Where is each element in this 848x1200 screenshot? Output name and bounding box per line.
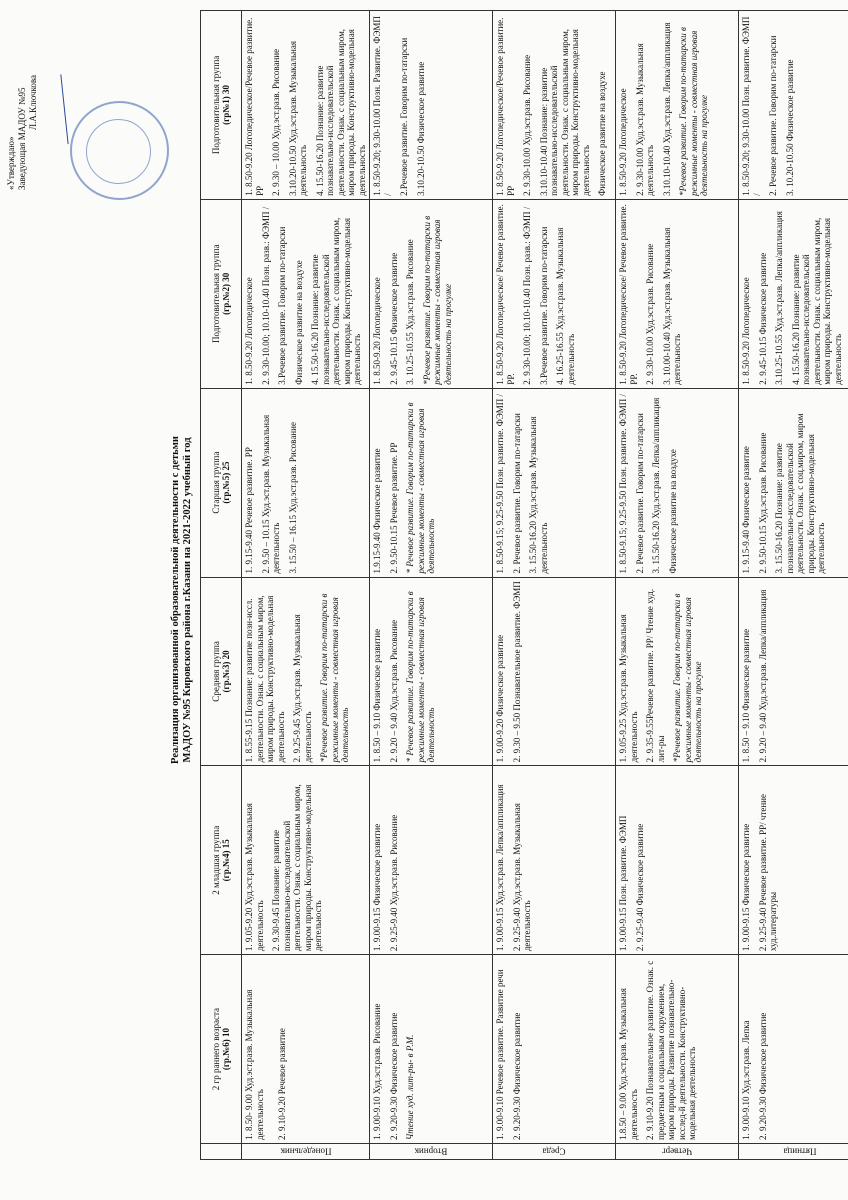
activity-line: 3.10.10-10.40 Худ.эст.разв. Лепка/аппликация [661,22,672,196]
header-group-4: 2 младшая группа (гр.№4) 15 [201,766,242,955]
activity-line: 4. 16.25-16.55 Худ.эст.разв. Музыкальная деятельность [555,227,576,385]
activity-line: 2. 9.20-9.30 Физическое развитие [388,1012,399,1140]
day-label: Среда [542,1146,566,1157]
activity-line: *Речевое развитие. Говорим по-татарски в режимные моменты - совместная игровая деятельность на прогулке [672,593,703,763]
schedule-cell [493,199,616,388]
activity-line: 1. 8.50-9.20 Логопедическое/Речевое развитие. РР [495,17,516,196]
activity-line: 2. 9.45-10.15 Физическое развитие [388,252,399,385]
activity-line: 1. 9.15-9.40 Физическое развитие [741,446,751,574]
activity-line: 2. 9.20 – 9.40 Худ.эст.разв. Рисование [388,619,399,763]
schedule-cell [493,577,616,766]
activity-line: 2. 9.45-10.15 Физическое развитие [757,252,768,385]
schedule-cell [493,11,616,200]
activity-line: 2. 9.50-10.15 Речевое развитие. РР [388,442,399,574]
activity-line: 1. 9.00-9.15 Худ.эст.разв. Лепка/аппликация [495,784,505,952]
table-header-row [201,11,242,1160]
day-label: Пятница [783,1146,817,1157]
approval-signature: Л.А.Ключкова [28,74,38,130]
table-row [616,11,739,1160]
header-group-3: Средняя группа (гр.№3) 20 [201,577,242,766]
schedule-cell [616,388,739,577]
title-line-1: Реализация организованной образовательной деятельности с детьми [170,436,181,764]
activity-line: 1. 8.50-9.15; 9.25-9.50 Позн. развитие. ФЭМП / [618,393,628,574]
schedule-cell [242,11,370,200]
activity-line: 1. 9.00-9.10 Речевое развитие. Развитие речи [495,969,505,1140]
schedule-cell [493,388,616,577]
activity-line: 2. 9.30-10.00 Худ.эст.разв. Рисование [645,243,655,385]
approval-label: «Утверждаю» [6,136,16,190]
schedule-cell [370,199,493,388]
activity-line: 2.Речевое развитие. Говорим по-татарски [399,37,409,196]
activity-line: 1. 8.50-9.15; 9.25-9.50 Позн. развитие. ФЭМП / [495,393,505,574]
schedule-cell [242,577,370,766]
activity-line: 1. 9.00-9.15 Физическое развитие [372,823,382,952]
activity-line: Физическое развитие на воздухе [597,71,607,196]
activity-line: 3. 10.00-10.40 Худ.эст.разв. Музыкальная деятельность [661,227,682,385]
activity-line: 2. 9.20-9.30 Физическое развитие [511,1012,522,1140]
schedule-cell [370,766,493,955]
signature-mark [46,74,68,145]
activity-line: 3.10.10-10.40 Познание: развитие познавательно-исследовательской деятельности. Ознак. с социальным миром, миром природы. Конструктивно-модельная деятельность [538,28,591,196]
activity-line: 1. 9.05-9.25 Худ.эст.разв. Музыкальная деятельность [618,614,639,763]
activity-line: 3. 15.50 – 16.15 Худ.эст.разв. Рисование [287,422,298,574]
activity-line: 2. Речевое развитие. Говорим по-татарски [511,413,522,574]
schedule-cell [739,577,848,766]
activity-line: 2. 9.30-10.00 Худ.эст.разв. Музыкальная деятельность [634,43,655,196]
activity-line: 1. 9.05-9.20 Худ.эст.разв. Музыкальная деятельность [244,803,265,952]
activity-line: * Речевое развитие. Говорим по-татарски в режимные моменты - совместная игровая деятельность [405,591,436,763]
activity-line: 1. 9.00-9.15 Позн. развитие. ФЭМП [618,815,628,952]
schedule-cell [739,766,848,955]
table-row [370,11,493,1160]
activity-line: 2. 9.25-9.40 Худ.эст.разв. Рисование [388,814,399,952]
title-line-2: МАДОУ №95 Кировского района г.Казани на 2021-2022 учебный год [182,437,193,763]
activity-line: 3.Речевое развитие. Говорим по-татарски [538,226,549,385]
day-header [201,1144,242,1160]
activity-line: 1. 8.50-9.20 Логопедическое/ Речевое развитие. РР. [618,204,639,385]
activity-line: 1. 9.00-9.10 Худ.эст.разв. Рисование [372,1003,382,1140]
day-label: Понедельник [280,1146,331,1157]
header-group-2: Подготовительная группа (гр.№2) 30 [201,199,242,388]
activity-line: 2. 9.50-10.15 Худ.эст.разв. Рисование [757,432,768,574]
day-cell [493,1144,616,1160]
activity-line: 3. 15.50-16.20 Худ.эст.разв. Музыкальная деятельность [528,416,549,574]
activity-line: 1. 8.50-9.20 Логопедическое [618,88,628,196]
activity-line: 2. 9.20 – 9.40 Худ.эст.разв. Лепка/аппликация [757,589,768,763]
table-row [242,11,370,1160]
schedule-cell [242,955,370,1144]
activity-line: 1. 9.00-9.20 Физическое развитие [495,634,505,763]
activity-line: 2. 9.10-9.20 Познавательное развитие. Ознак. с предметным и социальным окружением, миром природы. Развитие познавательно-исслед-й деятельности. Конструктивно-модельная деятельность [645,960,697,1140]
activity-line: 2. 9.25-9.40 Физическое развитие [634,823,645,952]
activity-line: 2. 9.30 – 10.00 Худ.эст.разв. Рисование [271,48,281,196]
activity-line: 4. 15.50-16.20 Познание: развитие познавательно-исследовательской деятельности. Ознак. с социальным миром, миром природы. Конструктивно-модельная деятельность [790,217,843,385]
activity-line: 1. 9.00-9.10 Худ.эст.разв. Лепка [741,1020,751,1140]
day-cell [370,1144,493,1160]
activity-line: 4. 15.50-16.20 Познание: развитие познавательно-исследовательской деятельности. Ознак. с социальным миром, миром природы. Конструктивно-модельная деятельность [310,217,362,385]
activity-line: 1. 8.50- 9.00 Худ.эст.разв. Музыкальная деятельность [244,989,265,1140]
schedule-cell [616,766,739,955]
page-title [170,300,194,900]
activity-line: 2. 9.35-9.55Речевое развитие. РР/ Чтение худ. лит-ры [645,588,666,763]
schedule-cell [616,11,739,200]
schedule-cell [739,955,848,1144]
schedule-cell [493,955,616,1144]
activity-line: 3. 10.20-10.50 Физическое развитие [784,59,795,196]
activity-line: 1. 8.50-9.20 Логопедическое [741,277,751,385]
schedule-cell [739,388,848,577]
activity-line: 1. 8.50 – 9.10 Физическое развитие [372,628,382,763]
activity-line: 3. 15.50-16.20 Познание: развитие познавательно-исследовательской деятельности. Ознак. с соц.миром, миром природы. Конструктивно-модельная деятельность [774,413,826,574]
activity-line: *Речевое развитие. Говорим по-татарски в режимные моменты - совместная игровая деятельность [319,593,350,763]
activity-line: * Речевое развитие. Говорим по-татарски в режимные моменты - совместная игровая деятельность [405,402,436,574]
official-seal [70,101,169,200]
activity-line: 2. 9.50 – 10.15 Худ.эст.разв. Музыкальная деятельность [260,414,281,574]
activity-line: *Речевое развитие. Говорим по-татарски в режимные моменты - совместная игровая деятельность на прогулке [678,27,709,196]
approval-head: Заведующая МАДОУ №95 [17,87,27,190]
header-group-6: 2 гр раннего возраста (гр.№6) 10 [201,955,242,1144]
activity-line: 2. 9.25-9.40 Речевое развитие. РР/ чтение худ.литературы [757,794,778,952]
activity-line: *Речевое развитие. Говорим по-татарски в режимные моменты - совместная игровая деятельность на прогулке [421,215,453,385]
schedule-cell [370,577,493,766]
day-cell [242,1144,370,1160]
activity-line: 1. 8.50-9.20; 9.30-10.00 Позн. Развитие. ФЭМП / [372,16,393,196]
activity-line: 2. 9.30-9.45 Познание: развитие познавательно-исследовательской деятельности. Ознак. с социальным миром, миром природы. Конструктивно-модельная деятельность [271,784,323,952]
activity-line: 2. 9.10-9.20 Речевое развитие [277,1028,287,1140]
schedule-cell [739,11,848,200]
header-group-1: Подготовительная группа (гр№1) 30 [201,11,242,200]
activity-line: 3. 10.25-10.55 Худ.эст.разв. Рисование [405,239,415,385]
activity-line: 1. 8.50-9.20 Логопедическое/Речевое развитие. РР [244,17,265,196]
schedule-cell [616,199,739,388]
day-label: Вторник [414,1146,448,1157]
approval-stamp [6,0,39,190]
schedule-cell [739,199,848,388]
schedule-cell [370,11,493,200]
activity-line: Физическое развитие на воздухе [293,260,304,385]
activity-line: 1. 8.55-9.15 Познание: развитие позн-иссл. деятельности. Ознак. с социальным миром, миром природы. Конструктивно-модельная деятельность [244,595,286,763]
activity-line: 1. 9.00-9.15 Физическое развитие [741,823,751,952]
day-cell [739,1144,848,1160]
activity-line: Чтение худ. лит-ры- в Р.М. [405,1034,415,1140]
schedule-table [200,10,848,1160]
activity-line: 3.Речевое развитие. Говорим по-татарски [277,226,287,385]
activity-line: Физическое развитие на воздухе [667,449,678,574]
activity-line: 1. 8.50-9.20; 9.30-10.00 Позн. развитие. ФЭМП / [741,16,762,196]
activity-line: 3.10.25-10.55 Худ.эст.разв. Лепка/аппликация [774,211,784,385]
day-cell [616,1144,739,1160]
activity-line: 3.10.20-10.50 Худ.эст.разв. Музыкальная деятельность [287,40,308,196]
schedule-cell [242,199,370,388]
activity-line: 4. 15.50-16.20 Познание: развитие познавательно-исследовательской деятельности. Ознак. с социальным миром, миром природы. Конструктивно-модельная деятельность [314,28,367,196]
schedule-cell [616,955,739,1144]
activity-line: 2. 9.25-9.40 Худ.эст.разв. Музыкальная деятельность [511,803,532,952]
schedule-cell [616,577,739,766]
activity-line: 1. 8.50-9.20 Логопедическое/ Речевое развитие. РР. [495,204,516,385]
schedule-cell [242,766,370,955]
table-row [493,11,616,1160]
activity-line: 3.10.20-10.50 Физическое развитие [415,61,426,196]
schedule-cell [493,766,616,955]
activity-line: 2. Речевое развитие. Говорим по-татарски [634,413,645,574]
activity-line: 2. Речевое развитие. Говорим по-татарски [768,35,778,196]
activity-line: 2. 9.30-10.00; 10.10-10.40 Позн. разв.: ФЭМП / [260,206,271,385]
table-row [739,11,848,1160]
schedule-cell [370,388,493,577]
activity-line: 1. 8.50-9.20 Логопедическое [244,277,254,385]
day-label: Четверг [661,1146,693,1157]
activity-line: 2. 9.30-10.00; 10.10-10.40 Позн. разв.: ФЭМП / [522,206,532,385]
header-group-5: Старшая группа (гр.№5) 25 [201,388,242,577]
activity-line: 2. 9.20-9.30 Физическое развитие [757,1012,768,1140]
activity-line: 1. 9.15-9.40 Речевое развитие. РР [244,447,254,574]
schedule-cell [370,955,493,1144]
schedule-cell [242,388,370,577]
activity-line: 2. 9.30-10.00 Худ.эст.разв. Рисование [522,54,532,196]
activity-line: 2. 9.30 – 9.50 Познавательное развитие. ФЭМП [511,581,522,763]
activity-line: 3. 15.50-16.20 Худ.эст.разв. Лепка/аппликация [651,397,661,574]
activity-line: 1. 8.50-9.20 Логопедическое [372,277,382,385]
activity-line: 1.8.50 – 9.00 Худ.эст.разв. Музыкальная деятельность [618,988,639,1140]
activity-line: 2. 9.25-9.45 Худ.эст.разв. Музыкальная деятельность [292,614,313,763]
activity-line: 1.9.15-9.40 Физическое развитие [372,448,382,574]
activity-line: 1. 8.50 – 9.10 Физическое развитие [741,628,751,763]
